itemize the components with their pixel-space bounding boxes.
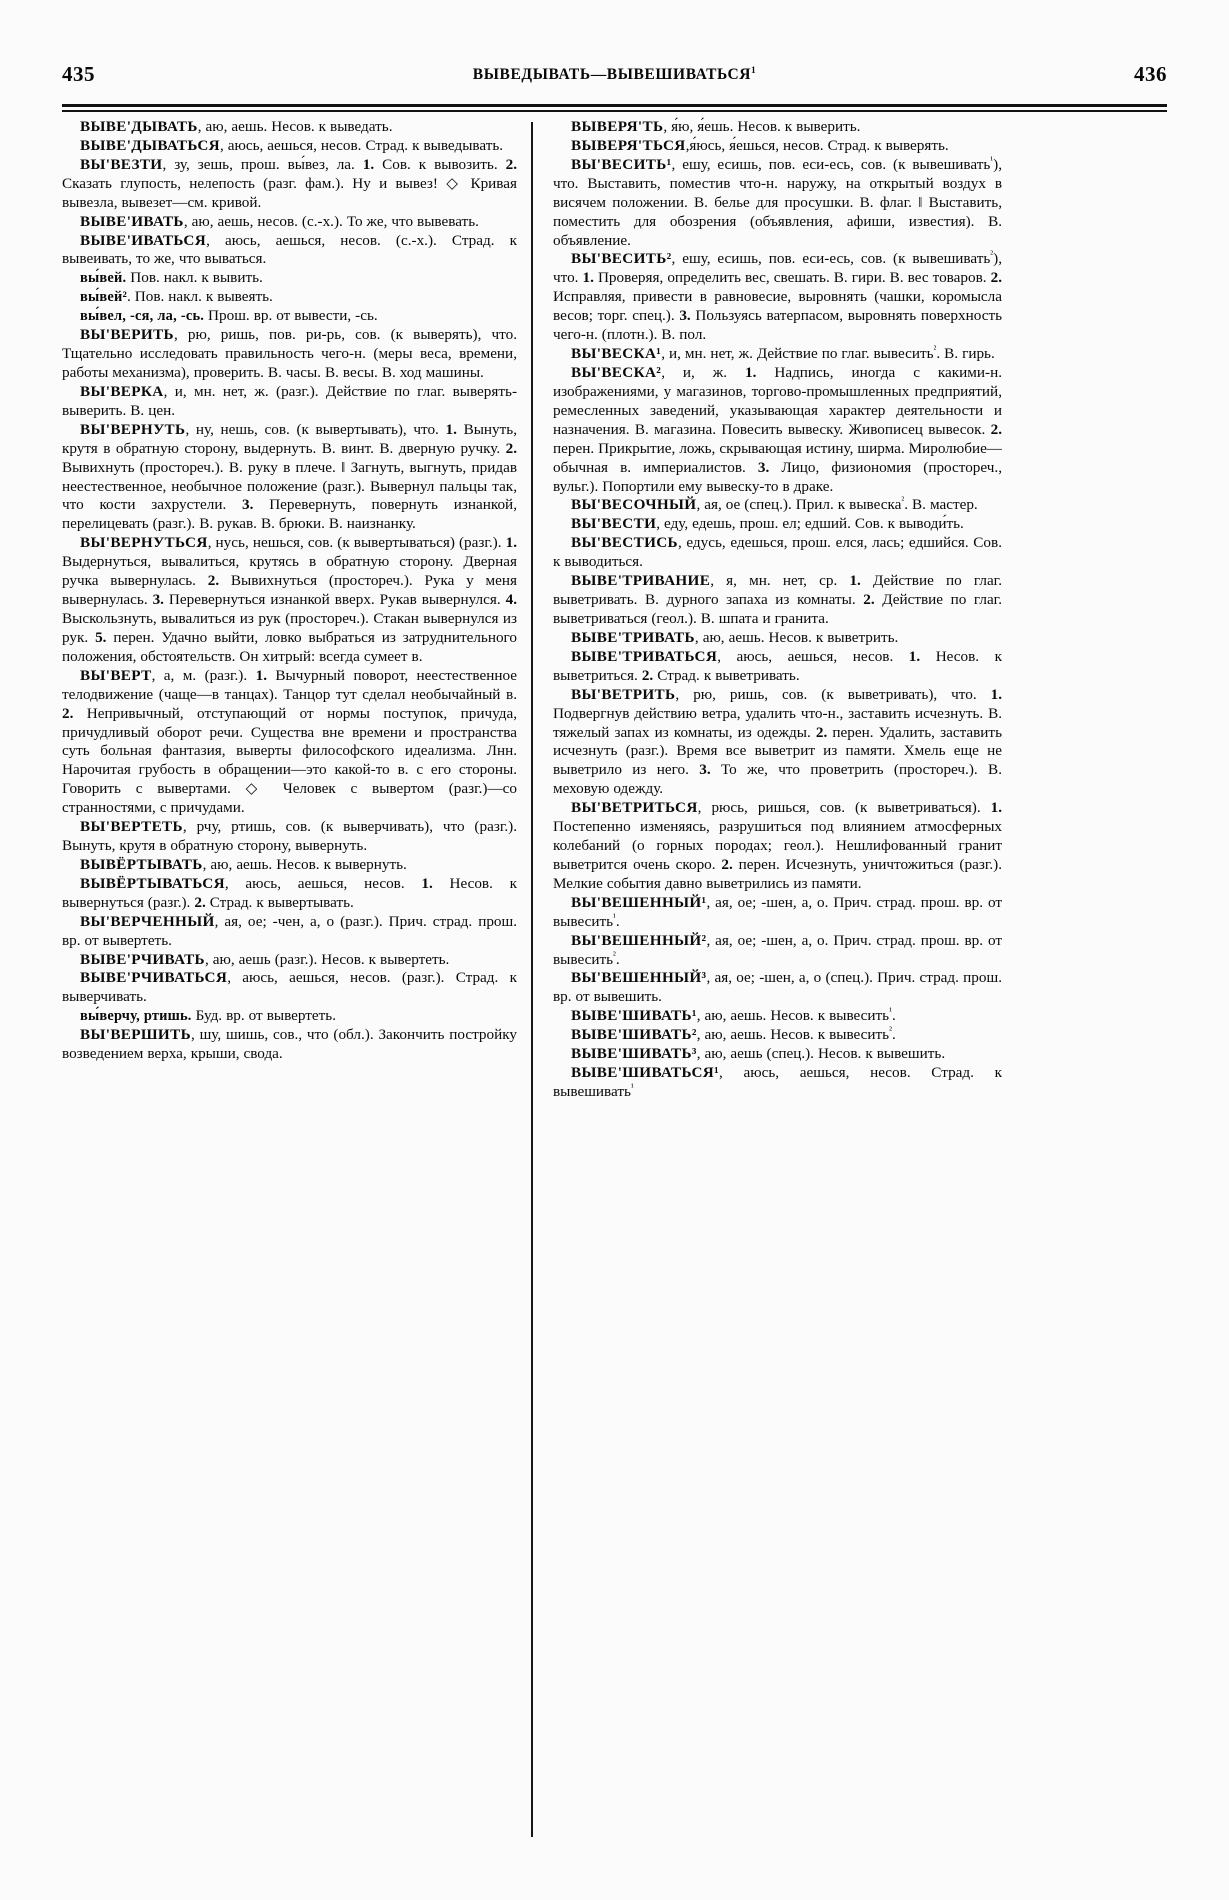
dictionary-entry [62, 288, 517, 307]
entry-definition: Пов. накл. к вывить. [126, 269, 263, 287]
dictionary-entry [62, 856, 517, 875]
entry-definition: Буд. вр. от вывертеть. [191, 1007, 337, 1025]
dictionary-entry [62, 307, 517, 326]
entry-definition: ,я́юсь, я́ешься, несов. Страд. к выверять. [685, 136, 949, 154]
entry-list-left [62, 118, 517, 1064]
dictionary-entry [62, 137, 517, 156]
dictionary-entry [553, 118, 1002, 137]
entry-definition: , и, мн. нет, ж. Действие по глаг. вывесить$^{^2}$. В. гирь. [661, 345, 995, 363]
dictionary-entry [62, 421, 517, 535]
entry-headword: ВЫ'ВЕРКА [80, 382, 164, 400]
entry-definition: , я́ю, я́ешь. Несов. к выверить. [663, 118, 861, 135]
dictionary-entry [553, 156, 1002, 251]
entry-list-right [553, 118, 1002, 1102]
entry-definition: , нусь, нешься, сов. (к вывертываться) (разг.). 1. Выдернуться, вывалиться, крутясь в обратную сторону. Дверная ручка вывернулась. 2. Вывихнуться (простореч.). Рука у меня вывернулась. 3. Перевернуться изнанкой вверх. Рукав вывернулся. 4. Выскользнуть, вывалиться из рук (простореч.). Стакан вывернулся из рук. 5. перен. Удачно выйти, ловко выбраться из затруднительного положения, обстоятельств. Он хитрый: всегда сумеет в. [62, 534, 518, 665]
header-rule-thin [62, 110, 1167, 112]
entry-definition: . Пов. накл. к вывеять. [126, 288, 273, 306]
entry-headword: ВЫВЕ'ШИВАТЬ¹ [571, 1007, 697, 1025]
entry-headword: ВЫ'ВЕРНУТЬ [80, 420, 186, 438]
entry-definition: , аюсь, аешься, несов. 1. Несов. к вывернуться (разг.). 2. Страд. к вывертывать. [62, 874, 518, 911]
entry-headword: ВЫВЕ'ШИВАТЬ² [571, 1026, 697, 1044]
folio-right: 436 [1134, 62, 1167, 86]
entry-definition: , аю, аешь. Несов. к выведать. [197, 118, 393, 135]
entry-headword: ВЫ'ВЕРШИТЬ [80, 1026, 191, 1044]
entry-headword: ВЫВЕ'ИВАТЬСЯ [80, 231, 207, 249]
running-title-superscript: 1 [751, 64, 757, 75]
entry-definition: , аю, аешь, несов. (с.-х.). То же, что вывевать. [183, 212, 479, 230]
dictionary-entry [62, 326, 517, 383]
dictionary-entry [62, 913, 517, 951]
entry-headword: ВЫ'ВЕЗТИ [80, 155, 163, 173]
entry-headword: ВЫ'ВЕСТИ [571, 515, 657, 533]
dictionary-entry [553, 686, 1002, 800]
entry-headword: ВЫВЕ'РЧИВАТЬ [80, 950, 205, 968]
dictionary-entry [553, 364, 1002, 496]
entry-definition: Прош. вр. от вывести, -сь. [204, 307, 378, 325]
dictionary-entry [553, 648, 1002, 686]
dictionary-entry [62, 269, 517, 288]
dictionary-entry [553, 932, 1002, 970]
entry-headword: ВЫВЕ'ДЫВАТЬ [80, 118, 198, 135]
running-head [62, 62, 1167, 102]
entry-definition: , аюсь, аешься, несов. (разг.). Страд. к выверчивать. [62, 969, 517, 1006]
dictionary-entry [62, 875, 517, 913]
dictionary-entry [553, 894, 1002, 932]
entry-definition: , аю, аешь. Несов. к вывесить$^{^2}$. [696, 1026, 896, 1044]
dictionary-entry [62, 1026, 517, 1064]
dictionary-entry [62, 534, 517, 666]
entry-headword: ВЫВЕ'РЧИВАТЬСЯ [80, 969, 228, 987]
entry-headword: ВЫВЕ'ТРИВАТЬ [571, 628, 695, 646]
entry-definition: , рюсь, ришься, сов. (к выветриваться). 1. Постепенно изменяясь, разрушиться под влиянием атмосферных колебаний (о горных породах; геол.). Нешлифованный гранит выветрится очень скоро. 2. перен. Исчезнуть, уничтожиться (разг.). Мелкие события давно выветрились из памяти. [553, 799, 1002, 892]
dictionary-entry [62, 667, 517, 818]
dictionary-entry [553, 496, 1002, 515]
entry-definition: , ая, ое; -шен, а, о. Прич. страд. прош. вр. от вывесить$^{^2}$. [553, 931, 1002, 968]
entry-definition: , ешу, есишь, пов. еси-есь, сов. (к вывешивать$^{^2}$), что. 1. Проверяя, определить вес, свешать. В. гири. В. вес товаров. 2. Исправляя, привести в равновесие, выровнять (чашки, коромысла весов; торг. спец.). 3. Пользуясь ватерпасом, выровнять поверхность чего-н. (плотн.). В. пол. [553, 250, 1003, 344]
column-left [62, 118, 531, 1840]
entry-headword: ВЫ'ВЕСИТЬ¹ [571, 155, 672, 173]
entry-definition: , аю, аешь (спец.). Несов. к вывешить. [696, 1045, 946, 1063]
entry-headword: вы́вей² [80, 289, 127, 306]
entry-definition: , и, мн. нет, ж. (разг.). Действие по глаг. выверять-выверить. В. цен. [62, 382, 517, 419]
dictionary-entry [553, 1045, 1002, 1064]
running-title-text: ВЫВЕДЫВАТЬ—ВЫВЕШИВАТЬСЯ [472, 66, 752, 83]
entry-definition: , аю, аешь. Несов. к вывернуть. [202, 855, 407, 873]
body-columns [62, 118, 1171, 1840]
entry-definition: , аю, аешь. Несов. к выветрить. [694, 628, 899, 646]
entry-headword: ВЫ'ВЕСКА¹ [571, 345, 662, 363]
dictionary-entry [62, 818, 517, 856]
dictionary-entry [62, 969, 517, 1007]
entry-headword: ВЫВЕ'ШИВАТЬСЯ¹ [571, 1064, 719, 1082]
entry-headword: ВЫВЕРЯ'ТЬ [571, 118, 664, 135]
entry-definition: , ая, ое; -шен, а, о (спец.). Прич. страд. прош. вр. от вывешить. [553, 969, 1002, 1006]
entry-definition: , ну, нешь, сов. (к вывертывать), что. 1. Вынуть, крутя в обратную сторону, выдернуть. В. винт. В. дверную ручку. 2. Вывихнуть (простореч.). В. руку в плече. ‖ Загнуть, выгнуть, придав неестественное, необычное положение (разг.). Вывернул пальцы так, что кости захрустели. 3. Перевернуть, повернуть изнанкой, перелицевать (разг.). В. рукав. В. брюки. В. наизнанку. [62, 420, 517, 533]
entry-definition: , ая, ое; -шен, а, о. Прич. страд. прош. вр. от вывесить$^{^1}$. [553, 893, 1002, 930]
entry-headword: ВЫ'ВЕСИТЬ² [571, 250, 672, 268]
entry-headword: ВЫВЕ'ТРИВАТЬСЯ [571, 647, 718, 665]
entry-headword: ВЫ'ВЕРЧЕННЫЙ [80, 912, 215, 930]
entry-headword: ВЫ'ВЕРНУТЬСЯ [80, 534, 208, 552]
entry-headword: ВЫВЕРЯ'ТЬСЯ [571, 136, 686, 154]
dictionary-entry [553, 1064, 1002, 1102]
entry-headword: ВЫВЕ'ДЫВАТЬСЯ [80, 136, 220, 154]
entry-definition: , а, м. (разг.). 1. Вычурный поворот, неестественное телодвижение (чаще—в танцах). Танцор тут сделал необычайный в. 2. Непривычный, отступающий от нормы поступок, причуда, причудливый оборот речи. Существа вне времени и пространства суть больная фантазия, выверты философского идеализма. Лнн. Нарочитая грубость в обращении—это какой-то в. с его стороны. Говорить с вывертами. ◇ Человек с вывертом (разг.)—со странностями, с причудами. [62, 666, 518, 817]
entry-definition: , едусь, едешься, прош. елся, лась; едшийся. Сов. к выводиться. [553, 534, 1002, 571]
entry-headword: ВЫ'ВЕТРИТЬСЯ [571, 799, 698, 817]
running-title [62, 66, 1167, 84]
entry-definition: , рчу, ртишь, сов. (к выверчивать), что (разг.). Вынуть, крутя в обратную сторону, вывернуть. [62, 818, 517, 855]
dictionary-entry [553, 799, 1002, 894]
entry-headword: ВЫ'ВЕШЕННЫЙ² [571, 931, 707, 949]
entry-headword: вы́верчу, ртишь. [80, 1008, 192, 1025]
entry-headword: ВЫ'ВЕРТЕТЬ [80, 818, 183, 836]
dictionary-entry [553, 969, 1002, 1007]
entry-definition: , аю, аешь (разг.). Несов. к вывертеть. [204, 950, 450, 968]
entry-headword: ВЫ'ВЕРТ [80, 666, 152, 684]
dictionary-entry [553, 515, 1002, 534]
entry-definition: , аюсь, аешься, несов. 1. Несов. к выветриться. 2. Страд. к выветривать. [553, 647, 1002, 684]
entry-headword: ВЫ'ВЕШЕННЫЙ¹ [571, 893, 707, 911]
entry-headword: ВЫВЕ'ТРИВАНИЕ [571, 572, 711, 590]
dictionary-entry [553, 534, 1002, 572]
entry-definition: , аюсь, аешься, несов. (с.-х.). Страд. к вывеивать, то же, что вываться. [62, 231, 517, 268]
entry-definition: , аю, аешь. Несов. к вывесить$^{^1}$. [696, 1007, 896, 1025]
dictionary-entry [62, 1007, 517, 1026]
entry-headword: ВЫ'ВЕСКА² [571, 363, 662, 381]
dictionary-entry [553, 572, 1002, 629]
dictionary-entry [553, 1007, 1002, 1026]
entry-headword: ВЫВЁРТЫВАТЬСЯ [80, 874, 225, 892]
dictionary-entry [553, 629, 1002, 648]
dictionary-entry [553, 137, 1002, 156]
dictionary-entry [62, 156, 517, 213]
entry-headword: вы́вел, -ся, ла, -сь. [80, 308, 205, 325]
dictionary-entry [62, 118, 517, 137]
entry-headword: ВЫВЕ'ИВАТЬ [80, 212, 184, 230]
entry-headword: вы́вей. [80, 270, 127, 287]
entry-headword: ВЫ'ВЕШЕННЫЙ³ [571, 969, 707, 987]
entry-definition: , аюсь, аешься, несов. Страд. к вывешивать$^{^1}$ [553, 1064, 1002, 1101]
entry-definition: , ая, ое (спец.). Прил. к вывеска$^{^2}$. В. мастер. [696, 496, 978, 514]
dictionary-entry [553, 250, 1002, 345]
entry-definition: , аюсь, аешься, несов. Страд. к выведывать. [219, 136, 504, 154]
entry-definition: , рю, ришь, пов. ри-рь, сов. (к выверять), что. Тщательно исследовать правильность чего-н. (меры веса, времени, работы механизма), проверить. В. часы. В. весы. В. ход машины. [62, 326, 517, 381]
entry-definition: , зу, зешь, прош. вы́вез, ла. 1. Сов. к вывозить. 2. Сказать глупость, нелепость (разг. фам.). Ну и вывез! ◇ Кривая вывезла, вывезет—см. кривой. [62, 155, 518, 211]
entry-headword: ВЫ'ВЕРИТЬ [80, 326, 174, 344]
dictionary-entry [62, 383, 517, 421]
entry-definition: , и, ж. 1. Надпись, иногда с какими-н. изображениями, у магазинов, торгово-промышленных предприятий, ремесленных заведений, указывающая характер деятельности и назначения. В. магазина. Повесить вывеску. Живописец вывесок. 2. перен. Прикрытие, ложь, скрывающая истину, ширма. Миролюбие—обычная в. империалистов. 3. Лицо, физиономия (простореч., вульг.). Попортили ему вывеску-то в драке. [553, 363, 1002, 495]
entry-headword: ВЫ'ВЕТРИТЬ [571, 685, 676, 703]
entry-definition: , еду, едешь, прош. ел; едший. Сов. к выводи́ть. [656, 515, 964, 533]
entry-definition: , я, мн. нет, ср. 1. Действие по глаг. выветривать. В. дурного запаха из комнаты. 2. Действие по глаг. выветриваться (геол.). В. шпата и гранита. [553, 572, 1002, 627]
folio-left: 435 [62, 62, 95, 86]
dictionary-entry [553, 1026, 1002, 1045]
header-rule-thick [62, 104, 1167, 107]
dictionary-entry [62, 951, 517, 970]
entry-headword: ВЫ'ВЕСОЧНЫЙ [571, 496, 697, 514]
column-right [533, 118, 1002, 1840]
entry-headword: ВЫ'ВЕСТИСЬ [571, 534, 678, 552]
entry-definition: , шу, шишь, сов., что (обл.). Закончить постройку возведением верха, крыши, свода. [62, 1026, 517, 1063]
entry-headword: ВЫВЁРТЫВАТЬ [80, 855, 203, 873]
entry-headword: ВЫВЕ'ШИВАТЬ³ [571, 1045, 697, 1063]
entry-definition: , ая, ое; -чен, а, о (разг.). Прич. страд. прош. вр. от вывертеть. [62, 912, 517, 949]
dictionary-entry [62, 213, 517, 232]
dictionary-entry [553, 345, 1002, 364]
entry-definition: , рю, ришь, сов. (к выветривать), что. 1. Подвергнув действию ветра, удалить что-н., заставить исчезнуть. В. тяжелый запах из комнаты, из одежды. 2. перен. Удалить, заставить исчезнуть (разг.). Время все выветрит из памяти. Хмель еще не выветрило из него. 3. То же, что проветрить (простореч.). В. меховую одежду. [553, 685, 1002, 798]
dictionary-entry [62, 232, 517, 270]
entry-definition: , ешу, есишь, пов. еси-есь, сов. (к вывешивать$^{^1}$), что. Выставить, поместив что-н. наружу, на открытый воздух в висячем положении. В. белье для просушки. В. флаг. ‖ Выставить, поместить для обозрения (объявления, афиши, известия). В. объявление. [553, 155, 1002, 249]
